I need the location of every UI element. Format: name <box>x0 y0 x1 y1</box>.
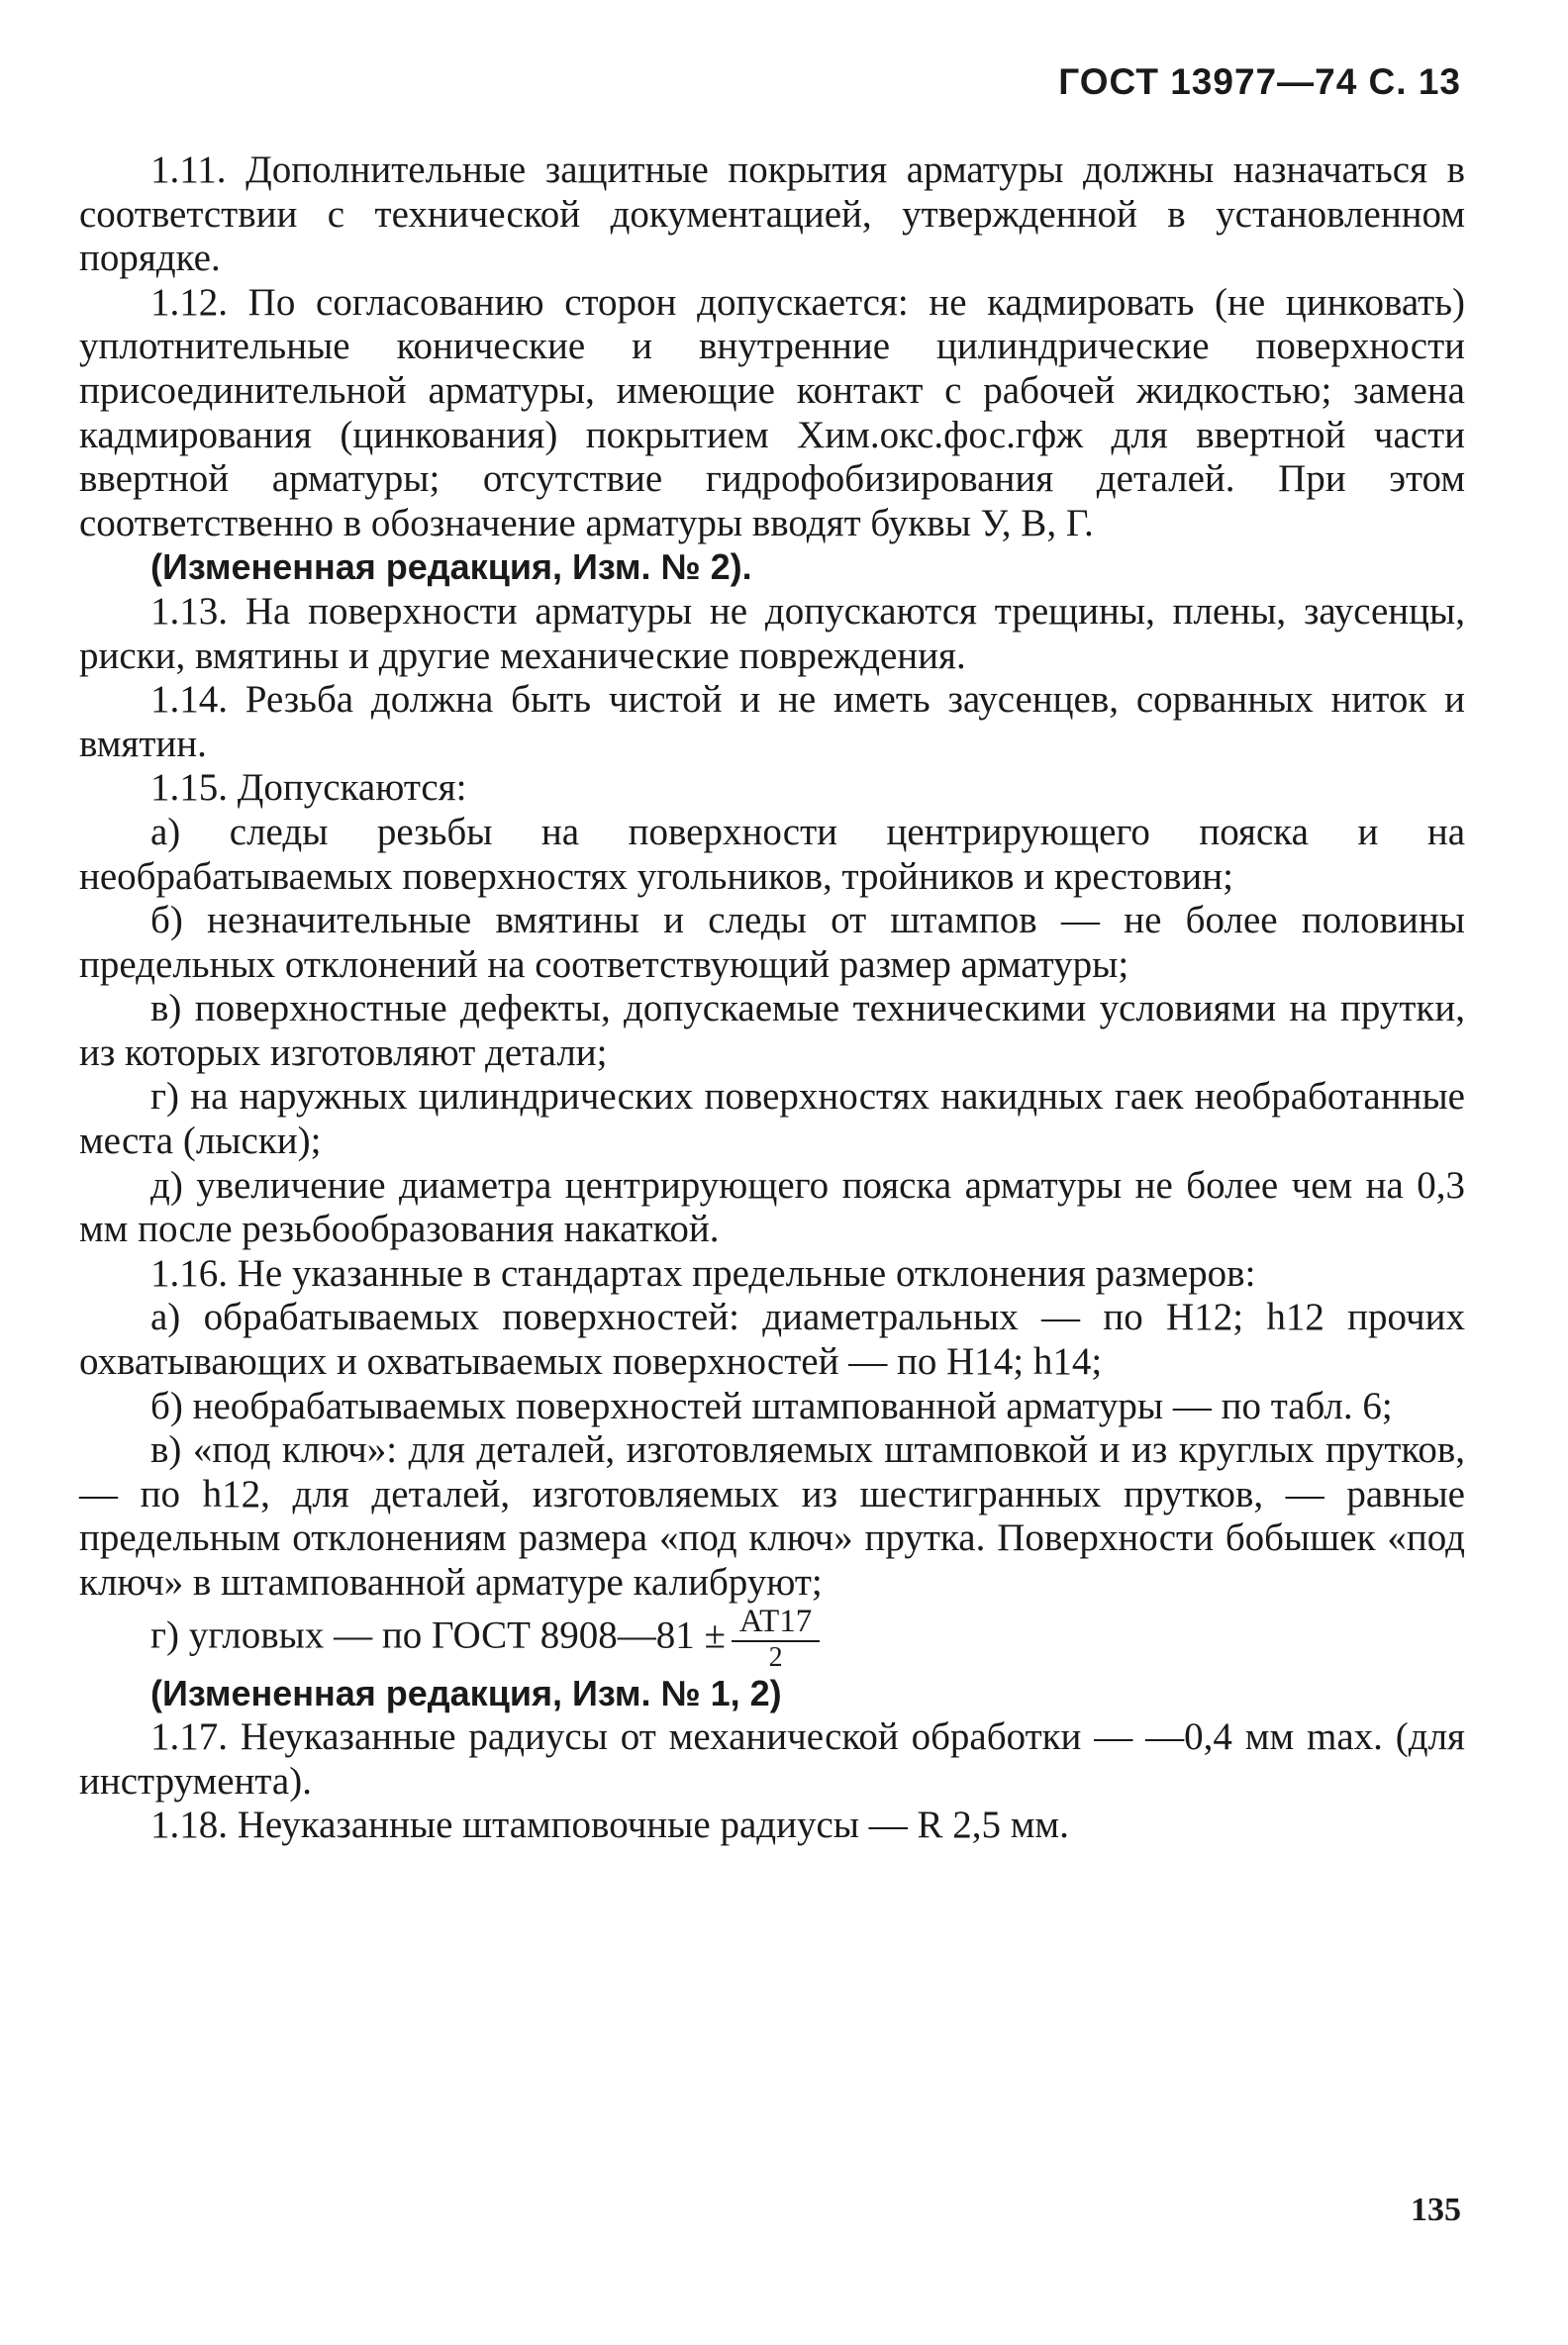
paragraph-1-15: 1.15. Допускаются: <box>150 766 467 810</box>
paragraph-1-14: 1.14. Резьба должна быть чистой и не иметь заусенцев, сорванных ниток и вмятин. <box>79 678 1465 765</box>
list-item-b: б) незначительные вмятины и следы от штампов — не более половины предельных отклонений на соответствующий размер арматуры; <box>79 899 1465 986</box>
paragraph-1-12: 1.12. По согласованию сторон допускается: не кадмировать (не цинковать) уплотнительные конические и внутренние цилиндрические поверхности присоединительной арматуры, имеющие контакт с рабочей жидкостью; замена кадмирования (цинкования) покрытием Хим.окс.фос.гфж для ввертной части ввертной арматуры; отсутствие гидрофобизирования деталей. При этом соответственно в обозначение арматуры вводят буквы У, В, Г. <box>79 280 1465 544</box>
paragraph-1-16: 1.16. Не указанные в стандартах предельные отклонения размеров: <box>150 1251 1256 1295</box>
list-item-b: б) необрабатываемых поверхностей штампованной арматуры — по табл. 6; <box>150 1384 1393 1427</box>
paragraph-1-17: 1.17. Неуказанные радиусы от механической обработки — —0,4 мм max. (для инструмента). <box>79 1715 1465 1803</box>
amendment-note: (Измененная редакция, Изм. № 1, 2) <box>150 1672 782 1713</box>
list-item-g: г) на наружных цилиндрических поверхностях накидных гаек необработанные места (лыски); <box>79 1075 1465 1163</box>
fraction-formula <box>732 1603 820 1673</box>
paragraph-1-18: 1.18. Неуказанные штамповочные радиусы — R 2,5 мм. <box>150 1804 1069 1847</box>
list-item-a: а) следы резьбы на поверхности центрирующего пояска и на необрабатываемых поверхностях угольников, тройников и крестовин; <box>79 810 1465 898</box>
list-item-g-formula <box>79 1603 1465 1673</box>
fraction-numerator: AT17 <box>732 1606 820 1642</box>
page-number: 135 <box>1411 2192 1461 2228</box>
page-header: ГОСТ 13977—74 С. 13 <box>1058 61 1461 102</box>
fraction-denominator: 2 <box>768 1641 783 1673</box>
paragraph-1-11: 1.11. Дополнительные защитные покрытия арматуры должны назначаться в соответствии с технической документацией, утвержденной в установленном порядке. <box>79 148 1465 280</box>
list-item-v: в) поверхностные дефекты, допускаемые техническими условиями на прутки, из которых изготовляют детали; <box>79 987 1465 1074</box>
list-item-v: в) «под ключ»: для деталей, изготовляемых штамповкой и из круглых прутков, — по h12, для деталей, изготовляемых из шестигранных прутков, — равные предельным отклонениям размера «под ключ» прутка. Поверхности бобышек «под ключ» в штампованной арматуре калибруют; <box>79 1428 1465 1604</box>
document-body <box>79 148 1465 1848</box>
list-item-d: д) увеличение диаметра центрирующего пояска арматуры не более чем на 0,3 мм после резьбообразования накаткой. <box>79 1163 1465 1251</box>
amendment-note: (Измененная редакция, Изм. № 2). <box>150 546 752 588</box>
formula-lead-text: г) угловых — по ГОСТ 8908—81 ± <box>150 1613 726 1657</box>
paragraph-1-13: 1.13. На поверхности арматуры не допускаются трещины, плены, заусенцы, риски, вмятины и другие механические повреждения. <box>79 589 1465 677</box>
list-item-a: а) обрабатываемых поверхностей: диаметральных — по H12; h12 прочих охватывающих и охватываемых поверхностей — по H14; h14; <box>79 1296 1465 1384</box>
